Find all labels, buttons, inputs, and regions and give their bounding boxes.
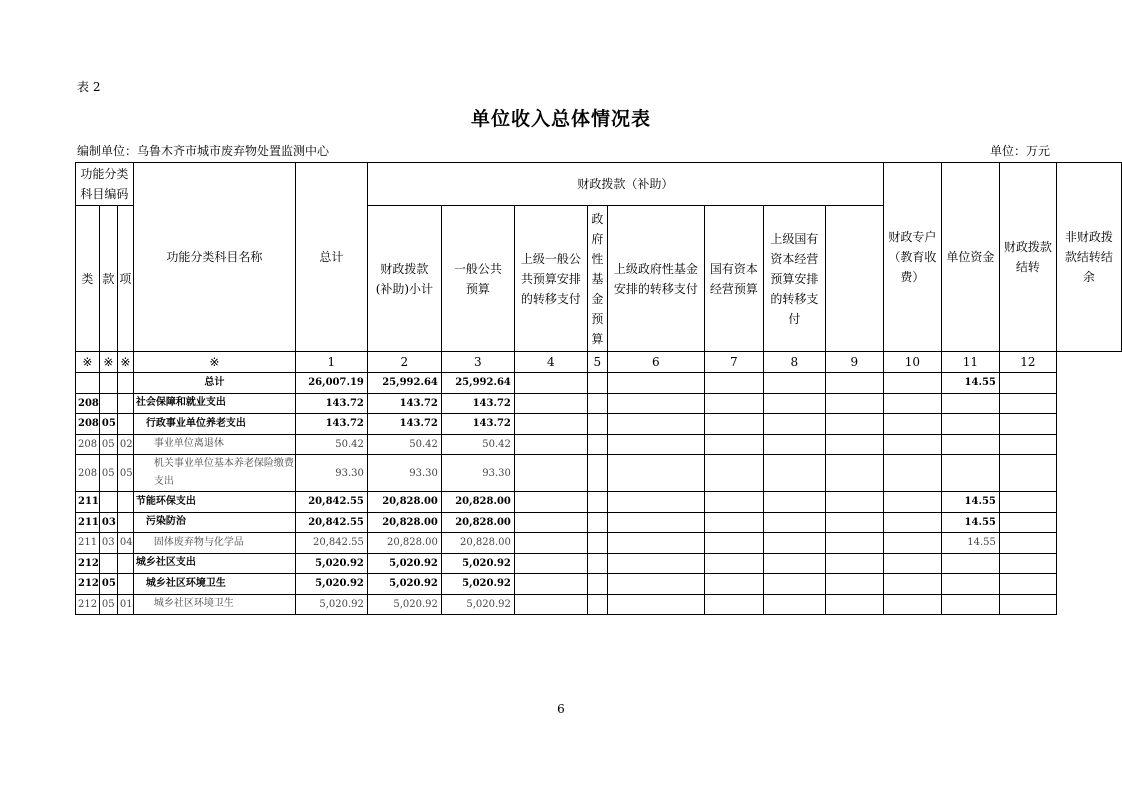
subject-name-cell: 污染防治 (133, 512, 295, 533)
education-fee-cell (825, 512, 883, 533)
upper-gov-fund-transfer-cell (607, 533, 704, 554)
education-fee-cell (825, 553, 883, 574)
column-index-cell: 2 (367, 352, 441, 373)
income-table (75, 162, 1122, 615)
unit-funds-cell (883, 393, 941, 414)
code-lei-cell: 211 (76, 512, 100, 533)
header-general-budget: 一般公共预算 (441, 206, 514, 352)
code-lei-cell: 211 (76, 492, 100, 513)
column-index-cell: 1 (295, 352, 367, 373)
nonfiscal-carryover-cell (999, 393, 1056, 414)
column-index-cell: 3 (441, 352, 514, 373)
state-capital-budget-cell (704, 373, 763, 394)
code-kuan-cell: 03 (99, 512, 117, 533)
nonfiscal-carryover-cell (999, 512, 1056, 533)
column-index-cell: 12 (999, 352, 1056, 373)
code-kuan-cell (99, 393, 117, 414)
general-budget-cell: 20,828.00 (441, 533, 514, 554)
column-index-cell: 5 (587, 352, 607, 373)
unit-funds-cell (883, 553, 941, 574)
total-cell: 20,842.55 (295, 533, 367, 554)
gov-fund-budget-cell (587, 455, 607, 492)
education-fee-cell (825, 594, 883, 615)
state-capital-budget-cell (704, 574, 763, 595)
header-unit-funds: 单位资金 (941, 163, 999, 352)
header-fiscal-carryover: 财政拨款结转 (999, 163, 1056, 352)
code-lei-cell: 212 (76, 553, 100, 574)
subject-name-cell: 社会保障和就业支出 (133, 393, 295, 414)
upper-general-transfer-cell (514, 533, 587, 554)
code-xiang-cell: 04 (117, 533, 133, 554)
code-lei-cell: 212 (76, 574, 100, 595)
code-xiang-cell (117, 414, 133, 435)
fiscal-subtotal-cell: 20,828.00 (367, 533, 441, 554)
upper-gov-fund-transfer-cell (607, 594, 704, 615)
education-fee-cell (825, 533, 883, 554)
education-fee-cell (825, 393, 883, 414)
code-xiang-cell (117, 373, 133, 394)
column-index-cell: 7 (704, 352, 763, 373)
state-capital-budget-cell (704, 512, 763, 533)
upper-state-capital-transfer-cell (763, 455, 825, 492)
general-budget-cell: 25,992.64 (441, 373, 514, 394)
column-index-cell: ※ (76, 352, 100, 373)
fiscal-carryover-cell: 14.55 (941, 373, 999, 394)
code-lei-cell: 211 (76, 533, 100, 554)
upper-state-capital-transfer-cell (763, 393, 825, 414)
nonfiscal-carryover-cell (999, 414, 1056, 435)
subject-name-cell: 城乡社区环境卫生 (133, 594, 295, 615)
unit-funds-cell (883, 533, 941, 554)
nonfiscal-carryover-cell (999, 594, 1056, 615)
upper-gov-fund-transfer-cell (607, 492, 704, 513)
header-fiscal-group: 财政拨款（补助） (367, 163, 883, 206)
fiscal-subtotal-cell: 25,992.64 (367, 373, 441, 394)
header-nonfiscal-carryover: 非财政拨款结转结余 (1056, 163, 1121, 352)
code-xiang-cell (117, 492, 133, 513)
header-gov-fund-budget: 政府性基金预算 (587, 206, 607, 352)
column-index-cell: 9 (825, 352, 883, 373)
code-xiang-cell (117, 393, 133, 414)
fiscal-carryover-cell (941, 553, 999, 574)
nonfiscal-carryover-cell (999, 373, 1056, 394)
subject-name-cell: 事业单位离退休 (133, 434, 295, 455)
subject-name-cell: 固体废弃物与化学品 (133, 533, 295, 554)
upper-state-capital-transfer-cell (763, 492, 825, 513)
subject-name-cell: 行政事业单位养老支出 (133, 414, 295, 435)
table-row (76, 594, 1122, 615)
fiscal-subtotal-cell: 50.42 (367, 434, 441, 455)
total-cell: 143.72 (295, 414, 367, 435)
table-row (76, 574, 1122, 595)
unit-funds-cell (883, 373, 941, 394)
fiscal-carryover-cell (941, 594, 999, 615)
gov-fund-budget-cell (587, 373, 607, 394)
upper-general-transfer-cell (514, 553, 587, 574)
education-fee-cell (825, 373, 883, 394)
code-lei-cell: 208 (76, 393, 100, 414)
general-budget-cell: 50.42 (441, 434, 514, 455)
education-fee-cell (825, 455, 883, 492)
upper-state-capital-transfer-cell (763, 373, 825, 394)
header-total: 总计 (295, 163, 367, 352)
state-capital-budget-cell (704, 533, 763, 554)
upper-state-capital-transfer-cell (763, 414, 825, 435)
gov-fund-budget-cell (587, 434, 607, 455)
header-kuan: 款 (99, 206, 117, 352)
unit-funds-cell (883, 574, 941, 595)
upper-general-transfer-cell (514, 574, 587, 595)
upper-general-transfer-cell (514, 512, 587, 533)
state-capital-budget-cell (704, 553, 763, 574)
state-capital-budget-cell (704, 393, 763, 414)
fiscal-subtotal-cell: 5,020.92 (367, 594, 441, 615)
code-xiang-cell (117, 574, 133, 595)
upper-general-transfer-cell (514, 414, 587, 435)
header-upper-general-transfer: 上级一般公共预算安排的转移支付 (514, 206, 587, 352)
column-index-cell: 11 (941, 352, 999, 373)
header-fiscal-subtotal: 财政拨款(补助)小计 (367, 206, 441, 352)
general-budget-cell: 143.72 (441, 393, 514, 414)
header-xiang: 项 (117, 206, 133, 352)
currency-unit: 单位：万元 (989, 144, 1050, 158)
upper-gov-fund-transfer-cell (607, 373, 704, 394)
code-lei-cell: 212 (76, 594, 100, 615)
fiscal-carryover-cell (941, 393, 999, 414)
total-cell: 50.42 (295, 434, 367, 455)
code-xiang-cell (117, 553, 133, 574)
gov-fund-budget-cell (587, 393, 607, 414)
upper-gov-fund-transfer-cell (607, 455, 704, 492)
total-cell: 5,020.92 (295, 574, 367, 595)
upper-state-capital-transfer-cell (763, 553, 825, 574)
education-fee-cell (825, 574, 883, 595)
code-kuan-cell: 03 (99, 533, 117, 554)
general-budget-cell: 93.30 (441, 455, 514, 492)
subject-name-cell: 城乡社区支出 (133, 553, 295, 574)
fiscal-carryover-cell: 14.55 (941, 533, 999, 554)
state-capital-budget-cell (704, 455, 763, 492)
general-budget-cell: 5,020.92 (441, 553, 514, 574)
code-lei-cell: 208 (76, 414, 100, 435)
nonfiscal-carryover-cell (999, 492, 1056, 513)
fiscal-subtotal-cell: 93.30 (367, 455, 441, 492)
gov-fund-budget-cell (587, 492, 607, 513)
table-row (76, 492, 1122, 513)
column-index-row (76, 352, 1122, 373)
gov-fund-budget-cell (587, 512, 607, 533)
fiscal-carryover-cell: 14.55 (941, 512, 999, 533)
upper-general-transfer-cell (514, 393, 587, 414)
upper-gov-fund-transfer-cell (607, 414, 704, 435)
header-upper-gov-fund-transfer: 上级政府性基金安排的转移支付 (607, 206, 704, 352)
column-index-cell: ※ (133, 352, 295, 373)
table-row (76, 434, 1122, 455)
unit-funds-cell (883, 492, 941, 513)
subject-name-cell: 节能环保支出 (133, 492, 295, 513)
upper-state-capital-transfer-cell (763, 512, 825, 533)
education-fee-cell (825, 434, 883, 455)
upper-state-capital-transfer-cell (763, 574, 825, 595)
unit-funds-cell (883, 594, 941, 615)
total-cell: 5,020.92 (295, 553, 367, 574)
gov-fund-budget-cell (587, 594, 607, 615)
total-cell: 93.30 (295, 455, 367, 492)
code-kuan-cell: 05 (99, 414, 117, 435)
code-kuan-cell (99, 553, 117, 574)
education-fee-cell (825, 414, 883, 435)
gov-fund-budget-cell (587, 553, 607, 574)
subject-name-cell: 总计 (133, 373, 295, 394)
code-xiang-cell: 05 (117, 455, 133, 492)
column-index-cell: ※ (99, 352, 117, 373)
unit-funds-cell (883, 455, 941, 492)
fiscal-subtotal-cell: 143.72 (367, 393, 441, 414)
upper-state-capital-transfer-cell (763, 533, 825, 554)
code-kuan-cell: 05 (99, 434, 117, 455)
nonfiscal-carryover-cell (999, 574, 1056, 595)
unit-funds-cell (883, 434, 941, 455)
table-row (76, 393, 1122, 414)
upper-general-transfer-cell (514, 455, 587, 492)
fiscal-carryover-cell (941, 574, 999, 595)
fiscal-carryover-cell (941, 455, 999, 492)
total-cell: 20,842.55 (295, 512, 367, 533)
gov-fund-budget-cell (587, 533, 607, 554)
fiscal-carryover-cell (941, 414, 999, 435)
document-title: 单位收入总体情况表 (470, 108, 651, 130)
code-kuan-cell: 05 (99, 574, 117, 595)
column-index-cell: 8 (763, 352, 825, 373)
header-lei: 类 (76, 206, 100, 352)
table-number: 表 2 (77, 80, 101, 94)
fiscal-carryover-cell (941, 434, 999, 455)
general-budget-cell: 20,828.00 (441, 492, 514, 513)
code-lei-cell: 208 (76, 455, 100, 492)
total-cell: 26,007.19 (295, 373, 367, 394)
column-index-cell: 4 (514, 352, 587, 373)
column-index-cell: 6 (607, 352, 704, 373)
table-row (76, 373, 1122, 394)
code-xiang-cell: 02 (117, 434, 133, 455)
table-row (76, 553, 1122, 574)
fiscal-carryover-cell: 14.55 (941, 492, 999, 513)
table-row (76, 414, 1122, 435)
general-budget-cell: 5,020.92 (441, 594, 514, 615)
fiscal-subtotal-cell: 5,020.92 (367, 574, 441, 595)
code-xiang-cell: 01 (117, 594, 133, 615)
header-education-fee: 财政专户（教育收费） (883, 163, 941, 352)
fiscal-subtotal-cell: 5,020.92 (367, 553, 441, 574)
state-capital-budget-cell (704, 414, 763, 435)
code-lei-cell (76, 373, 100, 394)
nonfiscal-carryover-cell (999, 533, 1056, 554)
fiscal-subtotal-cell: 143.72 (367, 414, 441, 435)
education-fee-cell (825, 492, 883, 513)
gov-fund-budget-cell (587, 574, 607, 595)
gov-fund-budget-cell (587, 414, 607, 435)
upper-state-capital-transfer-cell (763, 594, 825, 615)
state-capital-budget-cell (704, 594, 763, 615)
upper-gov-fund-transfer-cell (607, 393, 704, 414)
unit-funds-cell (883, 512, 941, 533)
column-index-cell: 10 (883, 352, 941, 373)
state-capital-budget-cell (704, 492, 763, 513)
code-kuan-cell: 05 (99, 455, 117, 492)
code-kuan-cell (99, 373, 117, 394)
total-cell: 5,020.92 (295, 594, 367, 615)
compiling-unit: 编制单位：乌鲁木齐市城市废弃物处置监测中心 (77, 144, 330, 158)
code-lei-cell: 208 (76, 434, 100, 455)
fiscal-subtotal-cell: 20,828.00 (367, 512, 441, 533)
nonfiscal-carryover-cell (999, 553, 1056, 574)
table-row (76, 533, 1122, 554)
nonfiscal-carryover-cell (999, 434, 1056, 455)
table-row (76, 455, 1122, 492)
code-kuan-cell (99, 492, 117, 513)
header-upper-state-capital-transfer: 上级国有资本经营预算安排的转移支付 (763, 206, 825, 352)
upper-general-transfer-cell (514, 373, 587, 394)
page-number: 6 (557, 702, 565, 716)
unit-funds-cell (883, 414, 941, 435)
subject-name-cell: 城乡社区环境卫生 (133, 574, 295, 595)
upper-state-capital-transfer-cell (763, 434, 825, 455)
general-budget-cell: 143.72 (441, 414, 514, 435)
upper-general-transfer-cell (514, 434, 587, 455)
total-cell: 143.72 (295, 393, 367, 414)
code-kuan-cell: 05 (99, 594, 117, 615)
general-budget-cell: 5,020.92 (441, 574, 514, 595)
table-row (76, 512, 1122, 533)
total-cell: 20,842.55 (295, 492, 367, 513)
upper-gov-fund-transfer-cell (607, 434, 704, 455)
general-budget-cell: 20,828.00 (441, 512, 514, 533)
upper-gov-fund-transfer-cell (607, 512, 704, 533)
code-xiang-cell (117, 512, 133, 533)
fiscal-subtotal-cell: 20,828.00 (367, 492, 441, 513)
nonfiscal-carryover-cell (999, 455, 1056, 492)
upper-gov-fund-transfer-cell (607, 574, 704, 595)
state-capital-budget-cell (704, 434, 763, 455)
upper-general-transfer-cell (514, 492, 587, 513)
header-code-group: 功能分类科目编码 (76, 163, 134, 206)
upper-gov-fund-transfer-cell (607, 553, 704, 574)
subject-name-cell: 机关事业单位基本养老保险缴费支出 (133, 455, 295, 492)
column-index-cell: ※ (117, 352, 133, 373)
header-state-capital-budget: 国有资本经营预算 (704, 206, 763, 352)
header-subject-name: 功能分类科目名称 (133, 163, 295, 352)
upper-general-transfer-cell (514, 594, 587, 615)
